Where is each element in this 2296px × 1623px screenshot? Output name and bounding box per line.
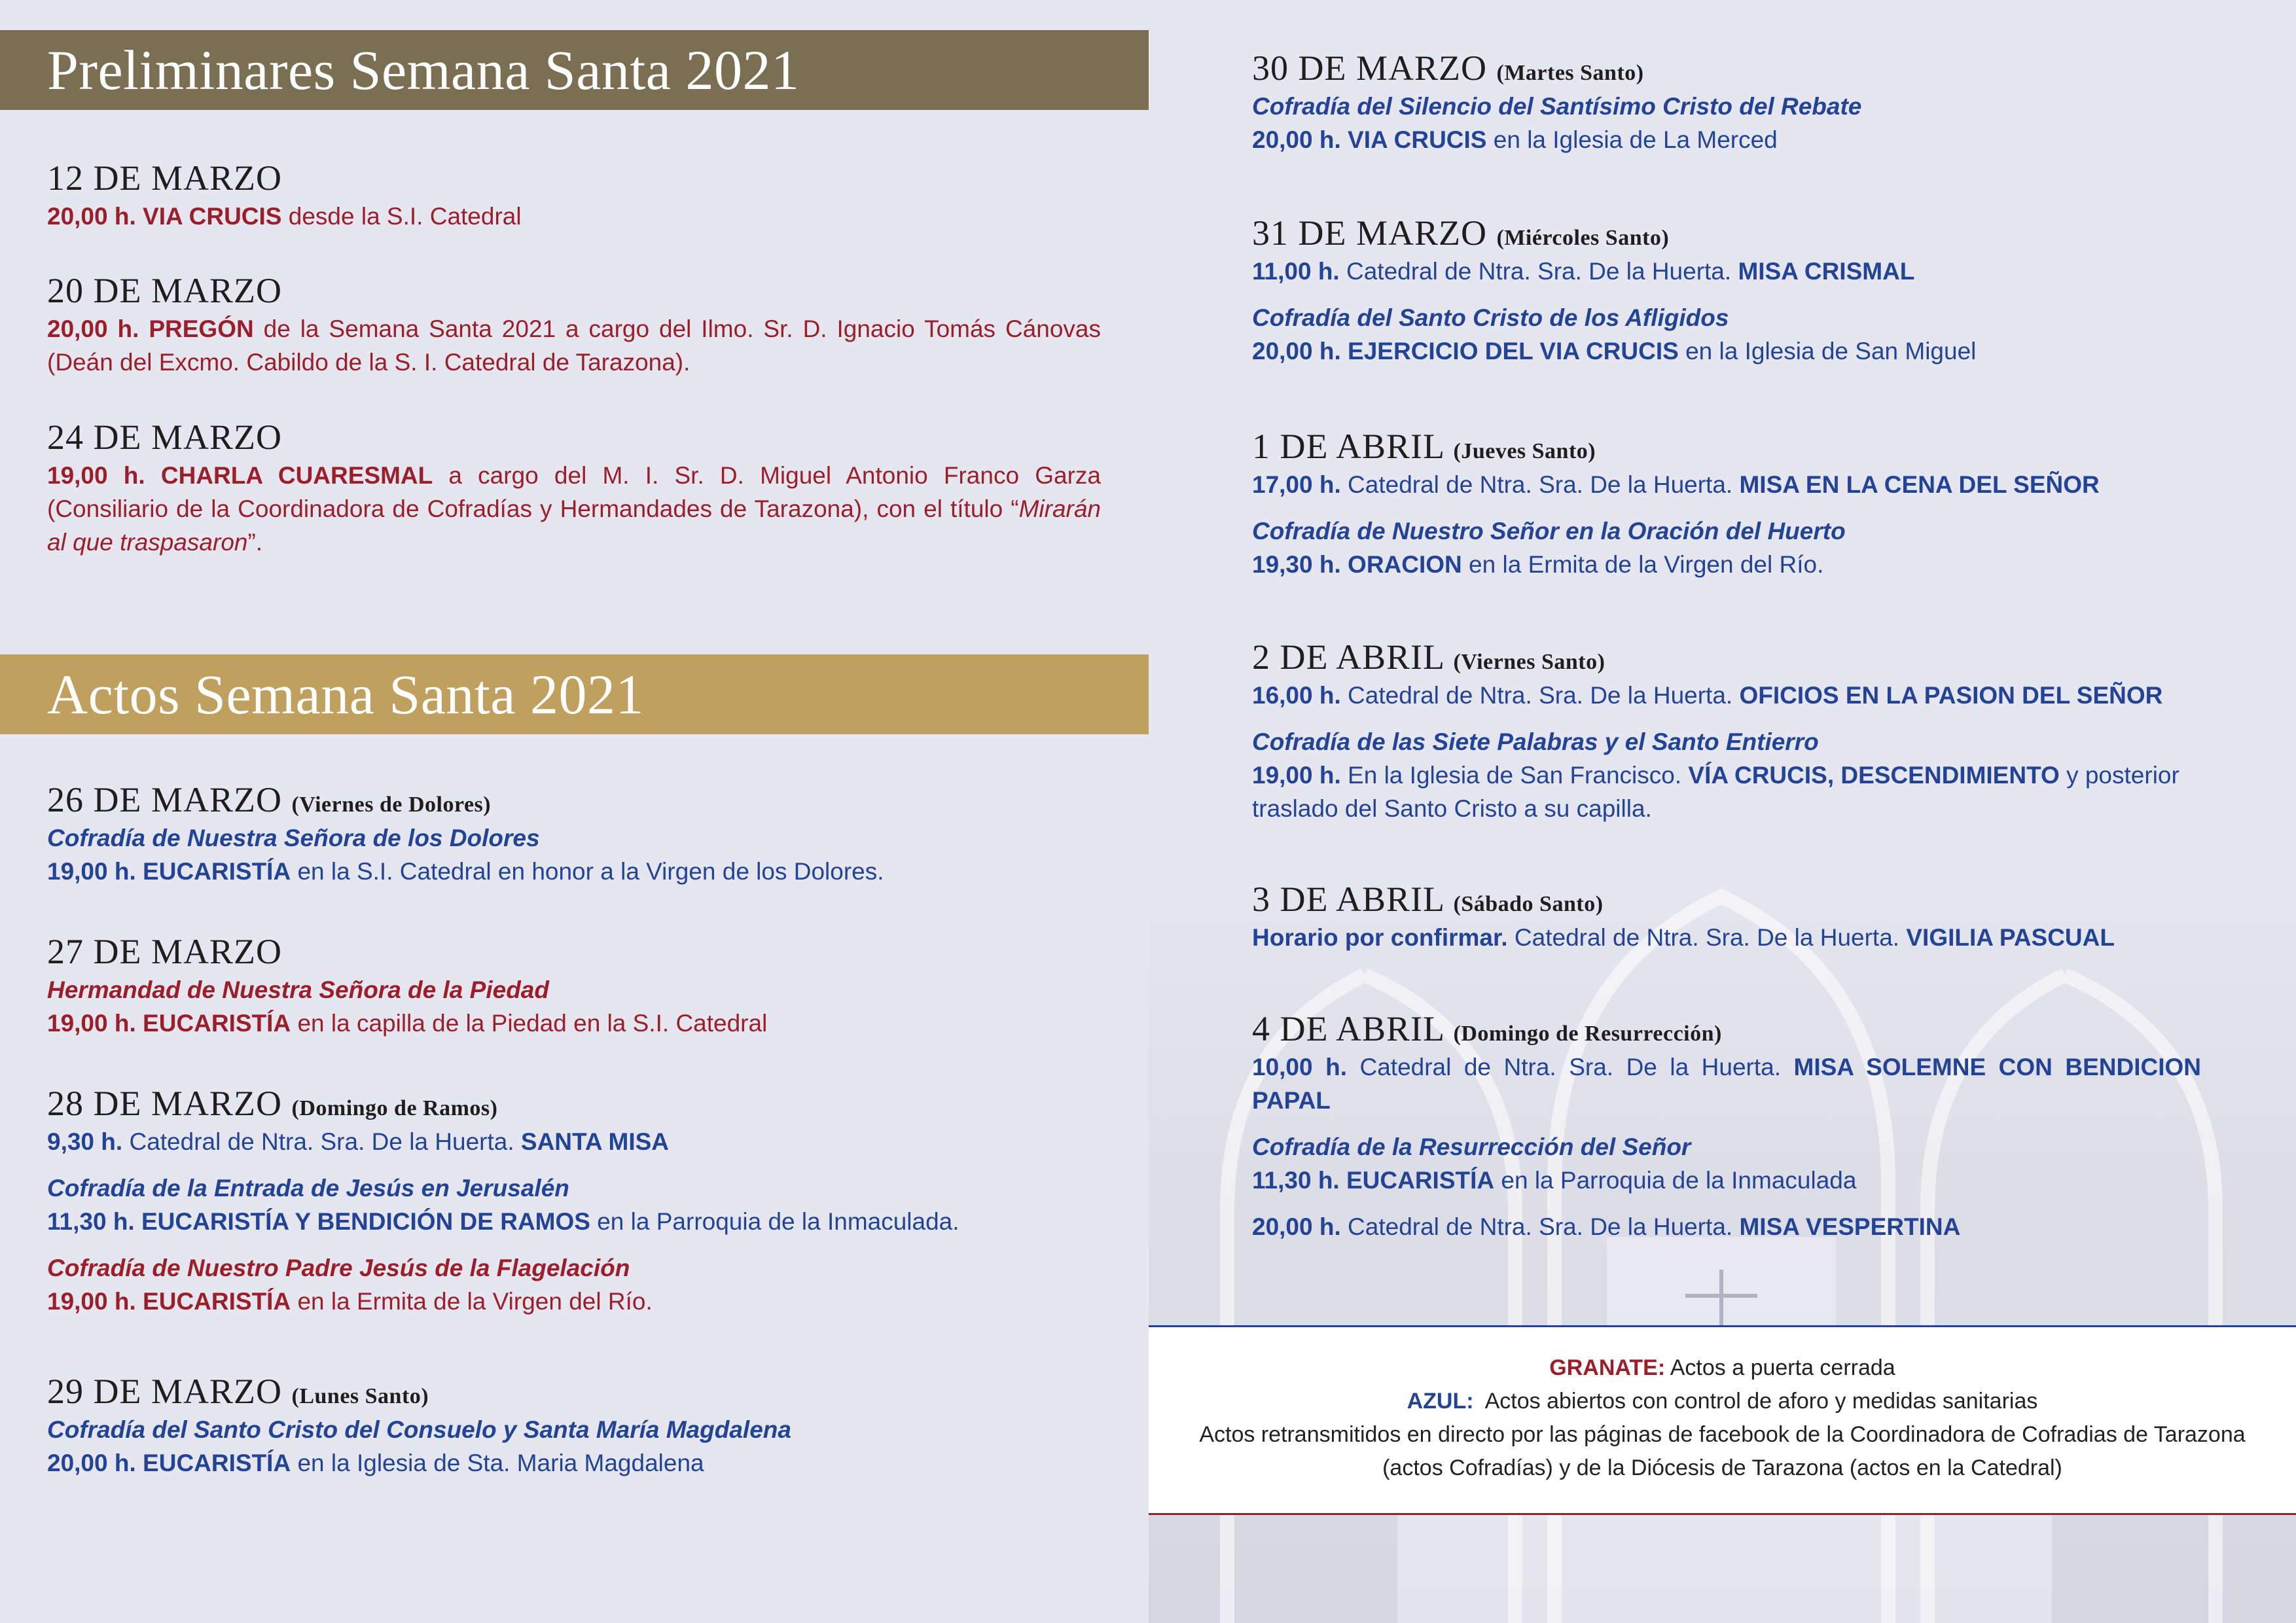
event-line xyxy=(1252,1164,2201,1197)
event-act: MISA SOLEMNE CON BENDICION PAPAL xyxy=(1252,1053,2201,1114)
event-time: 19,00 h. xyxy=(47,461,145,489)
event-line xyxy=(1252,548,2201,581)
event-line xyxy=(1252,255,2201,288)
event-rest: Catedral de Ntra. Sra. De la Huerta. xyxy=(122,1128,521,1155)
date-note: (Viernes Santo) xyxy=(1453,650,1605,674)
cofradia-name: Cofradía del Santo Cristo del Consuelo y Santa María Magdalena xyxy=(47,1416,791,1443)
date-text: 31 DE MARZO xyxy=(1252,213,1487,253)
date-heading: 24 DE MARZO xyxy=(47,418,282,457)
cofradia-name: Cofradía de la Entrada de Jesús en Jerusalén xyxy=(47,1174,569,1202)
prelim-20-marzo xyxy=(47,270,1101,379)
event-line xyxy=(47,200,1101,233)
cofradia-name: Cofradía de las Siete Palabras y el Santo Entierro xyxy=(1252,728,1819,755)
event-rest: en la Ermita de la Virgen del Río. xyxy=(291,1287,653,1315)
date-text: 1 DE ABRIL xyxy=(1252,427,1444,466)
date-note: (Viernes de Dolores) xyxy=(291,793,492,817)
date-note: (Jueves Santo) xyxy=(1453,439,1596,463)
event-time: 17,00 h. xyxy=(1252,471,1341,498)
legend-granate-text: Actos a puerta cerrada xyxy=(1665,1355,1895,1380)
event-line xyxy=(1252,921,2201,954)
event-time: 11,00 h. xyxy=(1252,257,1340,285)
date-note: (Domingo de Resurrección) xyxy=(1453,1022,1722,1046)
event-time: 20,00 h. xyxy=(1252,1213,1341,1240)
event-time: 20,00 h. xyxy=(1252,126,1341,153)
event-line xyxy=(47,312,1101,379)
date-text: 2 DE ABRIL xyxy=(1252,637,1444,677)
event-act: EJERCICIO DEL VIA CRUCIS xyxy=(1348,337,1679,365)
date-text: 27 DE MARZO xyxy=(47,932,282,971)
date-text: 3 DE ABRIL xyxy=(1252,880,1444,919)
date-text: 29 DE MARZO xyxy=(47,1372,282,1411)
date-text: 30 DE MARZO xyxy=(1252,48,1487,88)
event-time: 20,00 h. xyxy=(47,202,136,230)
event-rest: en la Iglesia de San Miguel xyxy=(1678,337,1977,365)
event-time: 20,00 h. xyxy=(47,315,139,342)
event-end: y posterior traslado del Santo Cristo a su capilla. xyxy=(1252,761,2179,822)
event-act: CHARLA CUARESMAL xyxy=(160,461,433,489)
legend-top-rule xyxy=(1149,1325,2296,1327)
event-act: EUCARISTÍA xyxy=(143,1287,291,1315)
date-heading xyxy=(47,1370,1101,1413)
legend-azul-label: AZUL: xyxy=(1407,1389,1474,1414)
event-rest: en la S.I. Catedral en honor a la Virgen de los Dolores. xyxy=(291,857,884,885)
event-time: 10,00 h. xyxy=(1252,1053,1347,1080)
date-heading: 12 DE MARZO xyxy=(47,158,282,198)
banner-actos xyxy=(0,654,1149,734)
date-heading xyxy=(1252,1008,2201,1050)
day-1-abril xyxy=(1252,425,2201,581)
legend-azul xyxy=(1175,1385,2270,1418)
event-time: 19,00 h. xyxy=(47,857,136,885)
event-act: ORACION xyxy=(1348,550,1462,578)
cofradia-name: Cofradía de Nuestro Padre Jesús de la Flagelación xyxy=(47,1254,630,1281)
event-rest: a cargo del M. I. Sr. D. Miguel Antonio Franco Garza (Consiliario de la Coordinadora de Cofradías y Hermandades de Tarazona), con el título “ xyxy=(47,461,1101,522)
prelim-12-marzo xyxy=(47,157,1101,233)
event-act: EUCARISTÍA xyxy=(143,857,291,885)
date-heading xyxy=(1252,425,2201,468)
event-line xyxy=(47,1446,1101,1480)
prelim-24-marzo xyxy=(47,416,1101,559)
legend-box xyxy=(1149,1325,2296,1515)
event-time: 20,00 h. xyxy=(47,1449,136,1476)
legend-granate-label: GRANATE: xyxy=(1549,1355,1666,1380)
event-act: PREGÓN xyxy=(149,315,254,342)
day-29-marzo xyxy=(47,1370,1101,1480)
event-act: EUCARISTÍA Y BENDICIÓN DE RAMOS xyxy=(141,1207,590,1235)
event-rest: en la capilla de la Piedad en la S.I. Catedral xyxy=(291,1009,768,1037)
event-act: VIA CRUCIS xyxy=(1348,126,1487,153)
date-note: (Lunes Santo) xyxy=(291,1384,429,1408)
event-line xyxy=(1252,123,2201,156)
event-time: 19,30 h. xyxy=(1252,550,1341,578)
event-line xyxy=(47,855,1101,888)
date-text: 4 DE ABRIL xyxy=(1252,1009,1444,1048)
event-end: ”. xyxy=(247,528,263,556)
date-text: 26 DE MARZO xyxy=(47,780,282,819)
event-line xyxy=(47,1007,1101,1040)
legend-granate xyxy=(1175,1351,2270,1385)
cofradia-name: Cofradía de la Resurrección del Señor xyxy=(1252,1133,1691,1160)
event-line xyxy=(1252,1210,2201,1243)
date-note: (Domingo de Ramos) xyxy=(291,1096,498,1120)
event-line xyxy=(1252,334,2201,368)
cofradia-name: Cofradía de Nuestro Señor en la Oración del Huerto xyxy=(1252,517,1846,544)
event-rest: Catedral de Ntra. Sra. De la Huerta. xyxy=(1507,923,1907,951)
cofradia-name: Cofradía del Santo Cristo de los Afligidos xyxy=(1252,304,1729,331)
legend-note: Actos retransmitidos en directo por las páginas de facebook de la Coordinadora de Cofradias de Tarazona (actos Cofradías) y de la Diócesis de Tarazona (actos en la Catedral) xyxy=(1199,1422,2246,1480)
event-act: VÍA CRUCIS, DESCENDIMIENTO xyxy=(1688,761,2060,789)
event-rest: en la Ermita de la Virgen del Río. xyxy=(1462,550,1824,578)
event-rest: en la Iglesia de La Merced xyxy=(1486,126,1778,153)
cofradia-name: Cofradía del Silencio del Santísimo Cristo del Rebate xyxy=(1252,92,1862,120)
cofradia-name: Cofradía de Nuestra Señora de los Dolores xyxy=(47,824,540,851)
event-time: 11,30 h. xyxy=(1252,1166,1340,1194)
date-heading xyxy=(1252,878,2201,921)
banner-preliminares xyxy=(0,30,1149,110)
day-2-abril xyxy=(1252,636,2201,825)
event-act: EUCARISTÍA xyxy=(143,1009,291,1037)
day-3-abril xyxy=(1252,878,2201,954)
day-28-marzo xyxy=(47,1082,1101,1318)
legend-azul-text: Actos abiertos con control de aforo y medidas sanitarias xyxy=(1473,1389,2038,1414)
event-rest: de la Semana Santa 2021 a cargo del Ilmo. Sr. D. Ignacio Tomás Cánovas (Deán del Excmo. Cabildo de la S. I. Catedral de Tarazona). xyxy=(47,315,1101,376)
event-line xyxy=(1252,679,2201,712)
event-rest: En la Iglesia de San Francisco. xyxy=(1340,761,1689,789)
date-text: 28 DE MARZO xyxy=(47,1084,282,1123)
legend-bottom-rule xyxy=(1149,1513,2296,1515)
event-line xyxy=(47,1125,1101,1158)
event-act: EUCARISTÍA xyxy=(143,1449,291,1476)
day-4-abril xyxy=(1252,1008,2201,1243)
event-act: OFICIOS EN LA PASION DEL SEÑOR xyxy=(1739,681,2163,709)
event-rest: en la Iglesia de Sta. Maria Magdalena xyxy=(291,1449,704,1476)
event-line xyxy=(47,459,1101,559)
date-note: (Martes Santo) xyxy=(1496,61,1644,85)
day-30-marzo xyxy=(1252,47,2201,156)
date-note: (Sábado Santo) xyxy=(1453,892,1604,916)
event-rest: desde la S.I. Catedral xyxy=(281,202,522,230)
event-act: VIGILIA PASCUAL xyxy=(1906,923,2115,951)
date-heading xyxy=(1252,636,2201,679)
cofradia-name: Hermandad de Nuestra Señora de la Piedad xyxy=(47,976,549,1003)
date-heading xyxy=(1252,47,2201,90)
banner-preliminares-title: Preliminares Semana Santa 2021 xyxy=(47,39,800,101)
event-rest: Catedral de Ntra. Sra. De la Huerta. xyxy=(1340,1213,1740,1240)
date-note: (Miércoles Santo) xyxy=(1496,226,1670,250)
date-heading xyxy=(47,779,1101,821)
date-heading xyxy=(47,1082,1101,1125)
event-line xyxy=(47,1205,1101,1238)
legend-text xyxy=(1175,1351,2270,1485)
event-time: 19,00 h. xyxy=(47,1009,136,1037)
event-line xyxy=(1252,1050,2201,1117)
day-26-marzo xyxy=(47,779,1101,888)
event-line xyxy=(47,1285,1101,1318)
event-rest: en la Parroquia de la Inmaculada. xyxy=(590,1207,960,1235)
event-rest: en la Parroquia de la Inmaculada xyxy=(1494,1166,1857,1194)
date-heading xyxy=(1252,212,2201,255)
event-act: MISA CRISMAL xyxy=(1738,257,1915,285)
event-time: 9,30 h. xyxy=(47,1128,123,1155)
event-time: 20,00 h. xyxy=(1252,337,1341,365)
event-act: EUCARISTÍA xyxy=(1346,1166,1495,1194)
event-act: MISA EN LA CENA DEL SEÑOR xyxy=(1739,471,2100,498)
event-line xyxy=(1252,468,2201,501)
event-act: VIA CRUCIS xyxy=(143,202,282,230)
event-line xyxy=(1252,758,2201,825)
event-time: 11,30 h. xyxy=(47,1207,135,1235)
day-27-marzo xyxy=(47,931,1101,1040)
event-act: SANTA MISA xyxy=(520,1128,670,1155)
event-time: 19,00 h. xyxy=(47,1287,136,1315)
date-heading xyxy=(47,931,1101,973)
date-heading: 20 DE MARZO xyxy=(47,271,282,310)
event-rest: Catedral de Ntra. Sra. De la Huerta. xyxy=(1339,257,1738,285)
event-time: 19,00 h. xyxy=(1252,761,1341,789)
event-rest: Catedral de Ntra. Sra. De la Huerta. xyxy=(1340,681,1740,709)
event-act: MISA VESPERTINA xyxy=(1739,1213,1961,1240)
event-time: 16,00 h. xyxy=(1252,681,1341,709)
day-31-marzo xyxy=(1252,212,2201,368)
event-title: Mirarán al que traspasaron xyxy=(47,495,1101,556)
event-rest: Catedral de Ntra. Sra. De la Huerta. xyxy=(1340,471,1740,498)
event-rest: Catedral de Ntra. Sra. De la Huerta. xyxy=(1346,1053,1794,1080)
banner-actos-title: Actos Semana Santa 2021 xyxy=(47,663,644,726)
event-time: Horario por confirmar. xyxy=(1252,923,1508,951)
